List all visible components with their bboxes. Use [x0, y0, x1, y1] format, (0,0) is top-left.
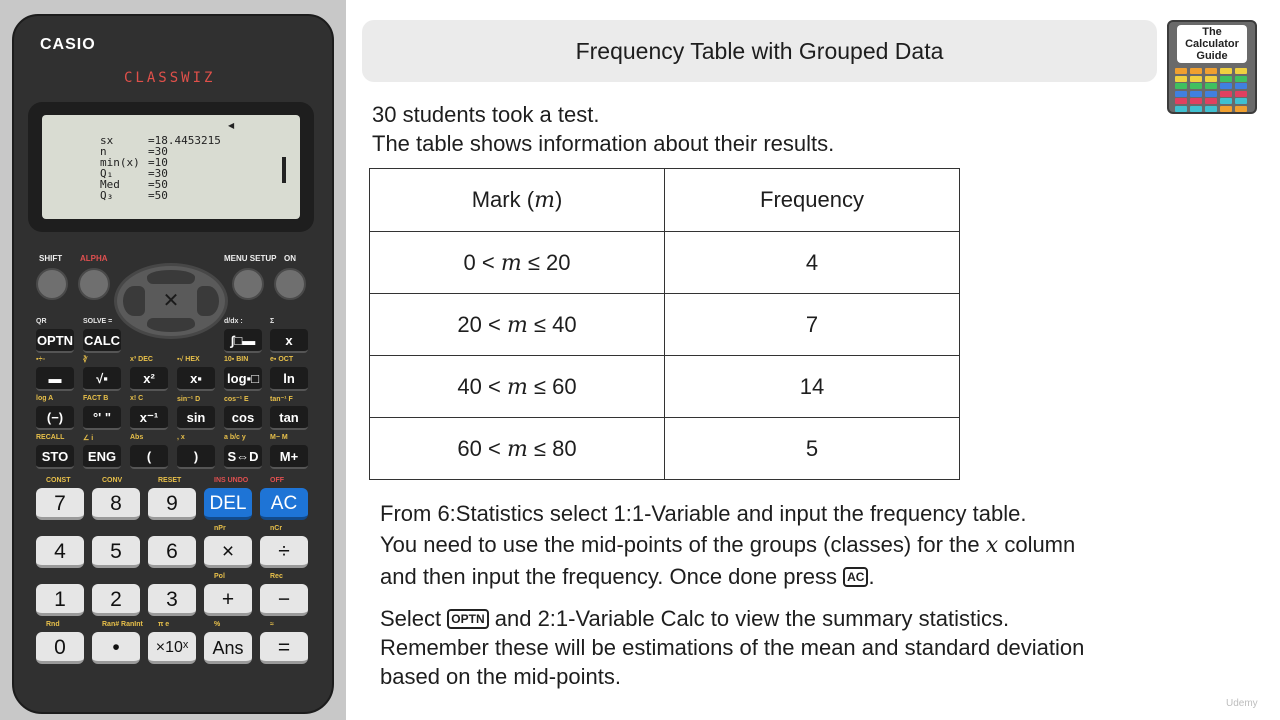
stat-label: Q₁ — [100, 167, 114, 180]
num-key-2-0[interactable]: 1 — [36, 584, 84, 616]
key-secondary-label: 10▪ BIN — [224, 356, 249, 363]
instruction-line: You need to use the mid-points of the groups (classes) for the x column — [380, 532, 1076, 558]
stat-label: n — [100, 145, 107, 158]
key-1-3[interactable]: x▪ — [177, 367, 215, 391]
num-key-2-2[interactable]: 3 — [148, 584, 196, 616]
menu-setup-label: MENU SETUP — [224, 254, 277, 263]
shift-button[interactable] — [36, 268, 68, 300]
key-0-2[interactable]: ∫□▬ — [224, 329, 262, 353]
logo-key-cell — [1205, 91, 1217, 97]
mark-interval-cell: 0 < m ≤ 20 — [370, 232, 665, 294]
num-key-1-4[interactable]: ÷ — [260, 536, 308, 568]
key-secondary-label: a b/c y — [224, 434, 246, 441]
logo-key-cell — [1205, 98, 1217, 104]
table-body — [370, 232, 960, 480]
key-secondary-label: RECALL — [36, 434, 65, 441]
num-key-3-0[interactable]: 0 — [36, 632, 84, 664]
key-2-4[interactable]: cos — [224, 406, 262, 430]
calculator-model: CLASSWIZ — [124, 70, 216, 86]
num-key-2-4[interactable]: − — [260, 584, 308, 616]
logo-key-cell — [1220, 106, 1232, 112]
stat-value: =50 — [148, 178, 168, 191]
num-key-0-2[interactable]: 9 — [148, 488, 196, 520]
logo-key-cell — [1175, 83, 1187, 89]
stat-row — [100, 190, 168, 202]
stat-label: Med — [100, 178, 120, 191]
screen-scrollbar — [282, 157, 286, 183]
table-row — [370, 418, 960, 480]
key-secondary-label: % — [214, 621, 221, 628]
instruction-paragraph-1 — [380, 498, 1075, 592]
frequency-cell: 4 — [665, 232, 960, 294]
key-secondary-label: x! C — [130, 395, 144, 402]
calculator-screen — [42, 115, 300, 219]
key-0-3[interactable]: x — [270, 329, 308, 353]
intro-line: 30 students took a test. — [372, 102, 600, 127]
menu-button[interactable] — [232, 268, 264, 300]
key-secondary-label: , x — [177, 434, 185, 441]
logo-key-cell — [1190, 98, 1202, 104]
instruction-line: and then input the frequency. Once done press AC . — [380, 564, 875, 589]
key-secondary-label: ∛ — [83, 357, 88, 364]
intro-line: The table shows information about their results. — [372, 131, 835, 156]
frequency-cell: 14 — [665, 356, 960, 418]
ac-key-icon: AC — [843, 567, 868, 587]
key-secondary-label: nCr — [270, 525, 283, 532]
table-header-row — [370, 169, 960, 232]
num-key-1-3[interactable]: × — [204, 536, 252, 568]
direction-pad[interactable] — [114, 263, 228, 339]
logo-key-cell — [1220, 91, 1232, 97]
optn-key-icon: OPTN — [447, 609, 488, 629]
stat-label: min(x) — [100, 156, 140, 169]
key-secondary-label: ≈ — [270, 621, 274, 628]
calculator-brand: CASIO — [40, 36, 96, 53]
logo-key-cell — [1175, 76, 1187, 82]
num-key-1-1[interactable]: 5 — [92, 536, 140, 568]
stat-label: Q₃ — [100, 189, 114, 202]
stat-value: =10 — [148, 156, 168, 169]
num-key-3-2[interactable]: ×10ˣ — [148, 632, 196, 664]
key-2-5[interactable]: tan — [270, 406, 308, 430]
mark-interval-cell: 60 < m ≤ 80 — [370, 418, 665, 480]
calculator-panel — [0, 0, 346, 720]
dpad-left[interactable] — [123, 286, 145, 316]
logo-key-cell — [1235, 76, 1247, 82]
key-secondary-label: Σ — [270, 318, 275, 325]
table-row — [370, 232, 960, 294]
logo-key-cell — [1235, 91, 1247, 97]
key-secondary-label: Rnd — [46, 621, 60, 628]
calculator-guide-logo — [1167, 20, 1257, 114]
table-row — [370, 356, 960, 418]
key-secondary-label: QR — [36, 318, 47, 325]
logo-key-cell — [1220, 98, 1232, 104]
key-secondary-label: nPr — [214, 525, 226, 532]
key-3-1[interactable]: ENG — [83, 445, 121, 469]
num-key-3-4[interactable]: = — [260, 632, 308, 664]
logo-key-cell — [1205, 76, 1217, 82]
instruction-paragraph-2 — [380, 604, 1084, 691]
key-secondary-label: Rec — [270, 573, 283, 580]
key-secondary-label: ▪÷▫ — [36, 356, 45, 363]
logo-key-cell — [1175, 106, 1187, 112]
key-secondary-label: INS UNDO — [214, 477, 249, 484]
logo-key-cell — [1175, 91, 1187, 97]
mark-header: Mark (m) — [370, 169, 665, 232]
on-button[interactable] — [274, 268, 306, 300]
key-1-0[interactable]: ▬ — [36, 367, 74, 391]
intro-text — [372, 100, 834, 158]
frequency-header: Frequency — [665, 169, 960, 232]
stat-value: =30 — [148, 167, 168, 180]
key-secondary-label: tan⁻¹ F — [270, 396, 293, 403]
key-secondary-label: OFF — [270, 477, 284, 484]
page-title: Frequency Table with Grouped Data — [362, 20, 1157, 82]
instruction-line: Remember these will be estimations of the mean and standard deviation — [380, 635, 1085, 660]
udemy-watermark: Udemy — [1226, 698, 1258, 709]
key-2-3[interactable]: sin — [177, 406, 215, 430]
logo-key-cell — [1220, 68, 1232, 74]
frequency-table — [369, 168, 960, 480]
dpad-right[interactable] — [197, 286, 219, 316]
key-2-2[interactable]: x⁻¹ — [130, 406, 168, 430]
num-key-2-1[interactable]: 2 — [92, 584, 140, 616]
x-variable: x — [985, 533, 999, 558]
key-secondary-label: ∠ i — [83, 435, 94, 442]
mark-interval-cell: 20 < m ≤ 40 — [370, 294, 665, 356]
key-1-2[interactable]: x² — [130, 367, 168, 391]
key-0-1[interactable]: CALC — [83, 329, 121, 353]
stat-label: sx — [100, 134, 114, 147]
key-3-3[interactable]: ) — [177, 445, 215, 469]
logo-key-cell — [1205, 68, 1217, 74]
key-secondary-label: sin⁻¹ D — [177, 396, 201, 403]
logo-key-cell — [1235, 83, 1247, 89]
num-key-0-3[interactable]: DEL — [204, 488, 252, 520]
logo-key-cell — [1220, 76, 1232, 82]
key-secondary-label: x³ DEC — [130, 356, 153, 363]
logo-key-cell — [1190, 68, 1202, 74]
key-1-5[interactable]: ln — [270, 367, 308, 391]
shift-label: SHIFT — [39, 254, 63, 263]
key-secondary-label: SOLVE = — [83, 318, 113, 325]
num-key-0-0[interactable]: 7 — [36, 488, 84, 520]
key-secondary-label: cos⁻¹ E — [224, 396, 249, 403]
num-key-0-1[interactable]: 8 — [92, 488, 140, 520]
num-key-2-3[interactable]: + — [204, 584, 252, 616]
key-secondary-label: e▪ OCT — [270, 356, 294, 363]
logo-key-cell — [1205, 106, 1217, 112]
logo-key-cell — [1220, 83, 1232, 89]
dpad-up[interactable] — [147, 270, 195, 284]
logo-key-cell — [1190, 91, 1202, 97]
alpha-label: ALPHA — [80, 254, 108, 263]
key-secondary-label: log A — [36, 395, 54, 402]
key-2-0[interactable]: (−) — [36, 406, 74, 430]
key-1-4[interactable]: log▪□ — [224, 367, 262, 391]
key-secondary-label: FACT B — [83, 395, 109, 402]
num-key-3-1[interactable]: • — [92, 632, 140, 664]
stat-value: =30 — [148, 145, 168, 158]
key-secondary-label: Abs — [130, 434, 144, 441]
key-secondary-label: d/dx : — [224, 318, 243, 325]
key-0-0[interactable]: OPTN — [36, 329, 74, 353]
logo-key-cell — [1175, 98, 1187, 104]
key-2-1[interactable]: °' " — [83, 406, 121, 430]
logo-key-cell — [1235, 68, 1247, 74]
key-3-5[interactable]: M+ — [270, 445, 308, 469]
instruction-line: Select OPTN and 2:1-Variable Calc to view the summary statistics. — [380, 606, 1010, 631]
dpad-center-icon: ✕ — [162, 290, 180, 312]
logo-key-cell — [1175, 68, 1187, 74]
instruction-line: From 6:Statistics select 1:1-Variable and input the frequency table. — [380, 501, 1027, 526]
logo-key-cell — [1235, 98, 1247, 104]
alpha-button[interactable] — [78, 268, 110, 300]
dpad-down[interactable] — [147, 318, 195, 332]
logo-key-cell — [1190, 106, 1202, 112]
logo-key-cell — [1205, 83, 1217, 89]
num-key-0-4[interactable]: AC — [260, 488, 308, 520]
key-secondary-label: CONST — [46, 477, 71, 484]
num-key-3-3[interactable]: Ans — [204, 632, 252, 664]
scroll-up-indicator-icon: ◀ — [228, 121, 235, 130]
key-secondary-label: RESET — [158, 477, 182, 484]
key-secondary-label: π e — [158, 621, 170, 628]
logo-key-cell — [1190, 76, 1202, 82]
key-3-4[interactable]: S⇔D — [224, 445, 262, 469]
stat-value: =18.4453215 — [148, 134, 221, 147]
num-key-1-0[interactable]: 4 — [36, 536, 84, 568]
logo-key-cell — [1190, 83, 1202, 89]
key-3-0[interactable]: STO — [36, 445, 74, 469]
mark-interval-cell: 40 < m ≤ 60 — [370, 356, 665, 418]
frequency-cell: 5 — [665, 418, 960, 480]
on-label: ON — [284, 254, 296, 263]
table-row — [370, 294, 960, 356]
key-1-1[interactable]: √▪ — [83, 367, 121, 391]
key-secondary-label: M− M — [270, 434, 288, 441]
key-secondary-label: ▪√ HEX — [177, 356, 200, 363]
logo-text: The Calculator Guide — [1177, 25, 1247, 63]
key-3-2[interactable]: ( — [130, 445, 168, 469]
key-secondary-label: Pol — [214, 573, 225, 580]
stat-value: =50 — [148, 189, 168, 202]
num-key-1-2[interactable]: 6 — [148, 536, 196, 568]
frequency-cell: 7 — [665, 294, 960, 356]
logo-key-cell — [1235, 106, 1247, 112]
instruction-line: based on the mid-points. — [380, 664, 621, 689]
key-secondary-label: CONV — [102, 477, 123, 484]
key-secondary-label: Ran# RanInt — [102, 621, 143, 628]
